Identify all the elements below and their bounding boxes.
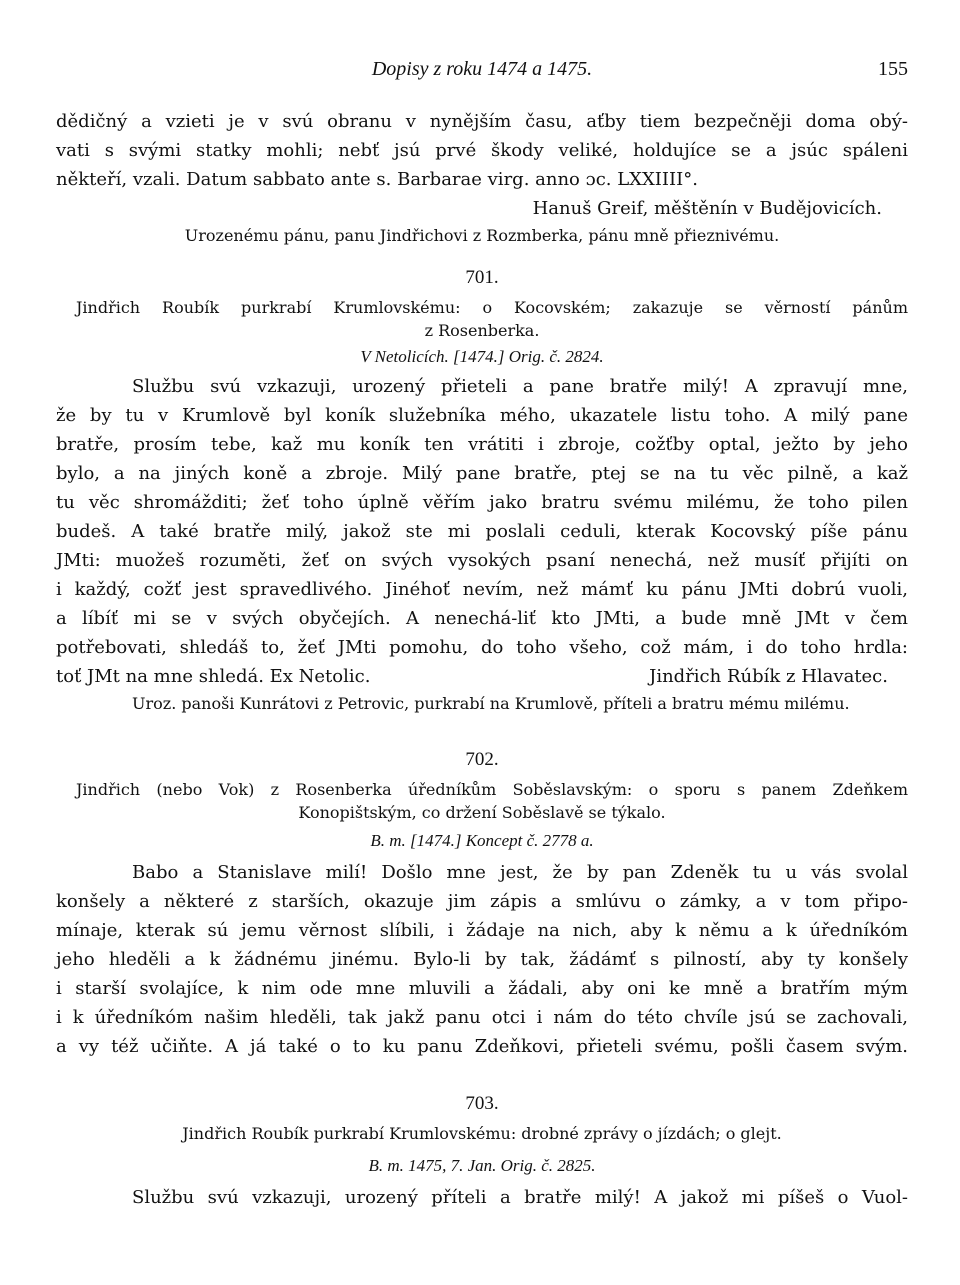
letter-number: 701. xyxy=(465,267,499,288)
running-title: Dopisy z roku 1474 a 1475. xyxy=(371,58,593,80)
text-line: Službu svú vzkazuji, urozený přieteli a pane bratře milý! A zpravují mne, xyxy=(132,376,908,397)
summary-line: Jindřich Roubík purkrabí Krumlovskému: drobné zprávy o jízdách; o glejt. xyxy=(182,1124,782,1143)
signature: Jindřich Rúbík z Hlavatec. xyxy=(649,666,888,687)
text-line: i starší svolajíce, k nim ode mne mluvili a žádali, aby oni ke mně a bratřím mým xyxy=(56,978,908,999)
text-line: Babo a Stanislave milí! Došlo mne jest, že by pan Zdeněk tu u vás svolal xyxy=(132,862,908,883)
text-line: a líbíť mi se v svých obyčejích. A nenechá-liť kto JMti, a bude mně JMt v čem xyxy=(56,608,908,629)
signature: Hanuš Greif, měštěnín v Budějovicích. xyxy=(532,198,882,219)
text-line: JMti: muožeš rozuměti, žeť on svých vysokých psaní nenechá, než musíť přijíti on xyxy=(56,550,908,571)
summary-line: Jindřich (nebo Vok) z Rosenberka úředníkům Soběslavským: o sporu s panem Zdeňkem xyxy=(76,780,908,799)
summary-line: z Rosenberka. xyxy=(424,321,540,340)
letter-body xyxy=(56,372,908,691)
text-line: bratře, prosím tebe, kaž mu koník ten vrátiti i zbroje, cožťby optal, ježto by jeho xyxy=(56,434,908,455)
text-line: potřebovati, shledáš to, žeť JMti pomohu, do toho všeho, což mám, i do toho hrdla: xyxy=(56,637,908,658)
running-header xyxy=(56,58,908,84)
letter-703 xyxy=(56,1090,908,1212)
address-line: Uroz. panoši Kunrátovi z Petrovic, purkrabí na Krumlově, příteli a bratru mému milému. xyxy=(132,694,850,713)
source-note: B. m. [1474.] Koncept č. 2778 a. xyxy=(370,831,594,850)
source-note: B. m. 1475, 7. Jan. Orig. č. 2825. xyxy=(368,1156,596,1175)
summary-line: Konopištským, co držení Soběslavě se týkalo. xyxy=(298,803,666,822)
address-line: Urozenému pánu, panu Jindřichovi z Rozmberka, pánu mně přieznivému. xyxy=(184,226,780,245)
text-line: jeho hleděli a k žádnému jinému. Bylo-li by tak, žádámť s pilností, aby ty konšely xyxy=(56,949,908,970)
text-line: i každý, cožť jest spravedlivého. Jinéhoť nevím, než mámť ku pánu JMti dobrú vuoli, xyxy=(56,579,908,600)
letter-summary xyxy=(56,1122,908,1145)
text-line: bylo, a na jiných koně a zbroje. Milý pane bratře, ptej se na tu věc pilně, a kaž xyxy=(56,463,908,484)
letter-summary xyxy=(56,778,908,824)
text-line: dědičný a vzieti je v svú obranu v nynějším času, aťby tiem bezpečněji doma obý- xyxy=(56,111,908,132)
text-line: tu věc shromážditi; žeť toho úplně věřím jako bratru svému milému, že toho pilen xyxy=(56,492,908,513)
text-line-last xyxy=(56,662,908,691)
text-line: vati s svými statky mohli; nebť jsú prvé škody veliké, holdujíce se a jsúc spáleni xyxy=(56,140,908,161)
letter-number: 702. xyxy=(465,749,499,770)
text-line: budeš. A také bratře milý, jakož ste mi poslali ceduli, kterak Kocovský píše pánu xyxy=(56,521,908,542)
continuation-block xyxy=(56,107,908,249)
text-line: Službu svú vzkazuji, urozený příteli a bratře milý! A jakož mi píšeš o Vuol- xyxy=(132,1187,908,1208)
text-line: i k úředníkóm našim hleděli, tak jakž panu otci i nám do této chvíle jsú se zachovali, xyxy=(56,1007,908,1028)
text-line: někteří, vzali. Datum sabbato ante s. Barbarae virg. anno ɔc. LXXIIII°. xyxy=(56,169,698,190)
letter-summary xyxy=(56,296,908,342)
letter-number: 703. xyxy=(465,1093,499,1114)
text-line: a vy též učiňte. A já také o to ku panu Zdeňkovi, přieteli svému, pošli časem svým. xyxy=(56,1036,908,1057)
letter-702 xyxy=(56,746,908,1061)
text-line: konšely a některé z starších, okazuje jim zápis a smlúvu o zámky, a v tom připo- xyxy=(56,891,908,912)
page-number: 155 xyxy=(878,58,908,80)
source-note: V Netolicích. [1474.] Orig. č. 2824. xyxy=(360,347,604,366)
text-line: že by tu v Krumlově byl koník služebníka mého, ukazatele listu toho. A milý pane xyxy=(56,405,908,426)
letter-701 xyxy=(56,264,908,717)
letter-body xyxy=(56,1183,908,1212)
text-line: toť JMt na mne shledá. Ex Netolic. xyxy=(56,666,371,687)
summary-line: Jindřich Roubík purkrabí Krumlovskému: o Kocovském; zakazuje se věrností pánům xyxy=(76,298,908,317)
text-line: mínaje, kterak sú jemu věrnost slíbili, i žádaje na nich, aby k němu a k úředníkóm xyxy=(56,920,908,941)
letter-body xyxy=(56,858,908,1061)
